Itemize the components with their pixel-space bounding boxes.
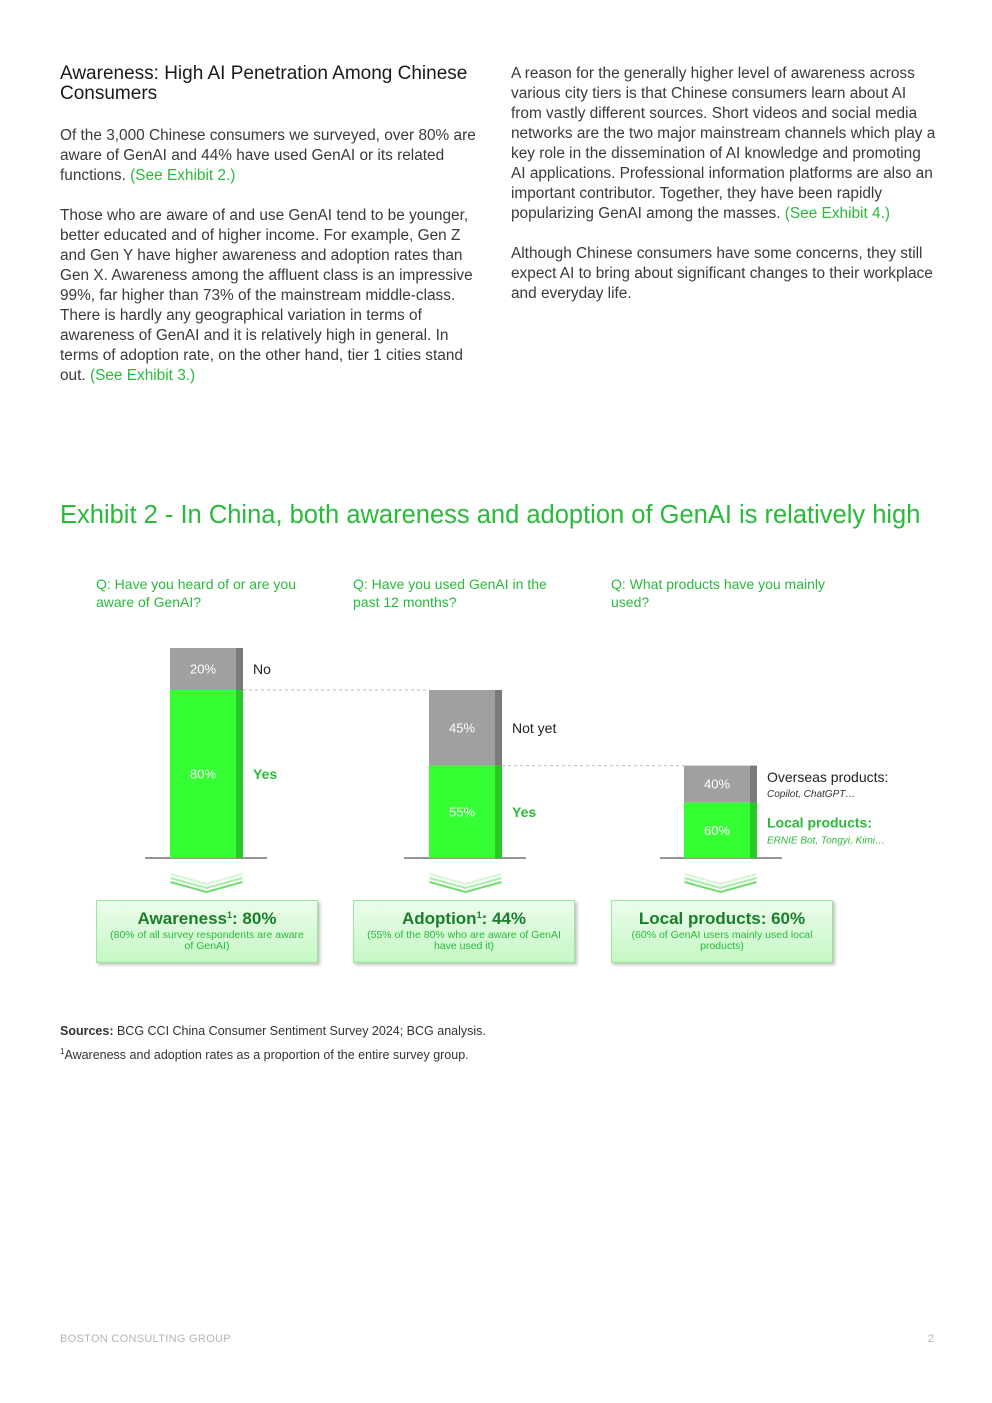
kpi-adoption: Adoption$^1$: 44% (55% of the 80% who are aware of GenAI have used it) <box>353 900 575 963</box>
segment-name-label: Overseas products: <box>767 769 889 786</box>
paragraph: A reason for the generally higher level of awareness across various city tiers is that Chinese consumers learn about AI from vastly different sources. Short videos and social media networks are the two major mainstream channels which play a key role in the dissemination of AI knowledge and promoting AI applications. Professional information platforms are also an important contributor. Together, they have been rapidly popularizing GenAI among the masses. (See Exhibit 4.) <box>511 65 936 222</box>
kpi-subtext: (80% of all survey respondents are aware of GenAI) <box>110 929 304 952</box>
page-number: 2 <box>927 1333 934 1345</box>
segment-name-label: Local products: <box>767 814 873 831</box>
data-label: 60% <box>703 822 731 838</box>
kpi-subtext: (55% of the 80% who are aware of GenAI have used it) <box>367 929 561 952</box>
segment-name-label: Yes <box>512 803 537 820</box>
kpi-subtext: (60% of GenAI users mainly used local products) <box>631 929 813 952</box>
sources-note: Sources: BCG CCI China Consumer Sentiment Survey 2024; BCG analysis. <box>60 1024 486 1038</box>
bar-segment-edge <box>236 648 243 690</box>
left-column <box>60 64 486 406</box>
data-label: 20% <box>189 661 217 677</box>
footer-brand: BOSTON CONSULTING GROUP <box>60 1333 231 1345</box>
segment-name-label: Not yet <box>512 719 557 736</box>
exhibit-title: Exhibit 2 - In China, both awareness and adoption of GenAI is relatively high <box>60 501 921 529</box>
segment-name-label: Yes <box>253 766 278 782</box>
chevron-down-icon <box>171 874 243 884</box>
paragraph: Of the 3,000 Chinese consumers we surveyed, over 80% are aware of GenAI and 44% have used GenAI or its related functions. (See Exhibit 2.) <box>60 127 476 184</box>
chevron-down-icon <box>685 874 757 884</box>
bar-segment-edge <box>750 766 757 803</box>
paragraph: Although Chinese consumers have some concerns, they still expect AI to bring about significant changes to their workplace and everyday life. <box>511 245 933 302</box>
footnote: $^1$Awareness and adoption rates as a proportion of the entire survey group. <box>60 1047 469 1062</box>
exhibit-link[interactable]: (See Exhibit 2.) <box>130 167 236 184</box>
data-label: 45% <box>448 720 476 736</box>
exhibit-chart <box>0 630 992 900</box>
data-label: 55% <box>448 804 476 820</box>
kpi-local-products: Local products: 60% (60% of GenAI users mainly used local products) <box>611 900 833 963</box>
question-adoption: Q: Have you used GenAI in the past 12 months? <box>353 576 547 610</box>
question-awareness: Q: Have you heard of or are you aware of GenAI? <box>96 576 296 610</box>
exhibit-link[interactable]: (See Exhibit 3.) <box>89 367 196 384</box>
exhibit-link[interactable]: (See Exhibit 4.) <box>784 205 890 222</box>
segment-detail-label: Copilot, ChatGPT… <box>767 789 856 801</box>
question-products: Q: What products have you mainly used? <box>611 576 825 610</box>
data-label: 40% <box>703 776 731 792</box>
data-label: 80% <box>189 766 217 782</box>
kpi-awareness: Awareness$^1$: 80% (80% of all survey respondents are aware of GenAI) <box>96 900 318 963</box>
bar-segment-edge <box>495 690 502 766</box>
segment-detail-label: ERNIE Bot, Tongyi, Kimi… <box>767 835 886 847</box>
bar-segment-edge <box>750 803 757 858</box>
bar-segment-edge <box>236 690 243 858</box>
section-heading: Awareness: High AI Penetration Among Chinese Consumers <box>60 63 468 104</box>
right-column <box>511 64 936 324</box>
chevron-down-icon <box>430 874 502 884</box>
bar-segment-edge <box>495 766 502 858</box>
segment-name-label: No <box>253 661 271 677</box>
paragraph: Those who are aware of and use GenAI tend to be younger, better educated and of higher income. For example, Gen Z and Gen Y have higher awareness and adoption rates than Gen X. Awareness among the affluent class is an impressive 99%, far higher than 73% of the mainstream middle-class. There is hardly any geographical variation in terms of awareness of GenAI and it is relatively high in general. In terms of adoption rate, on the other hand, tier 1 cities stand out. (See Exhibit 3.) <box>60 207 473 384</box>
